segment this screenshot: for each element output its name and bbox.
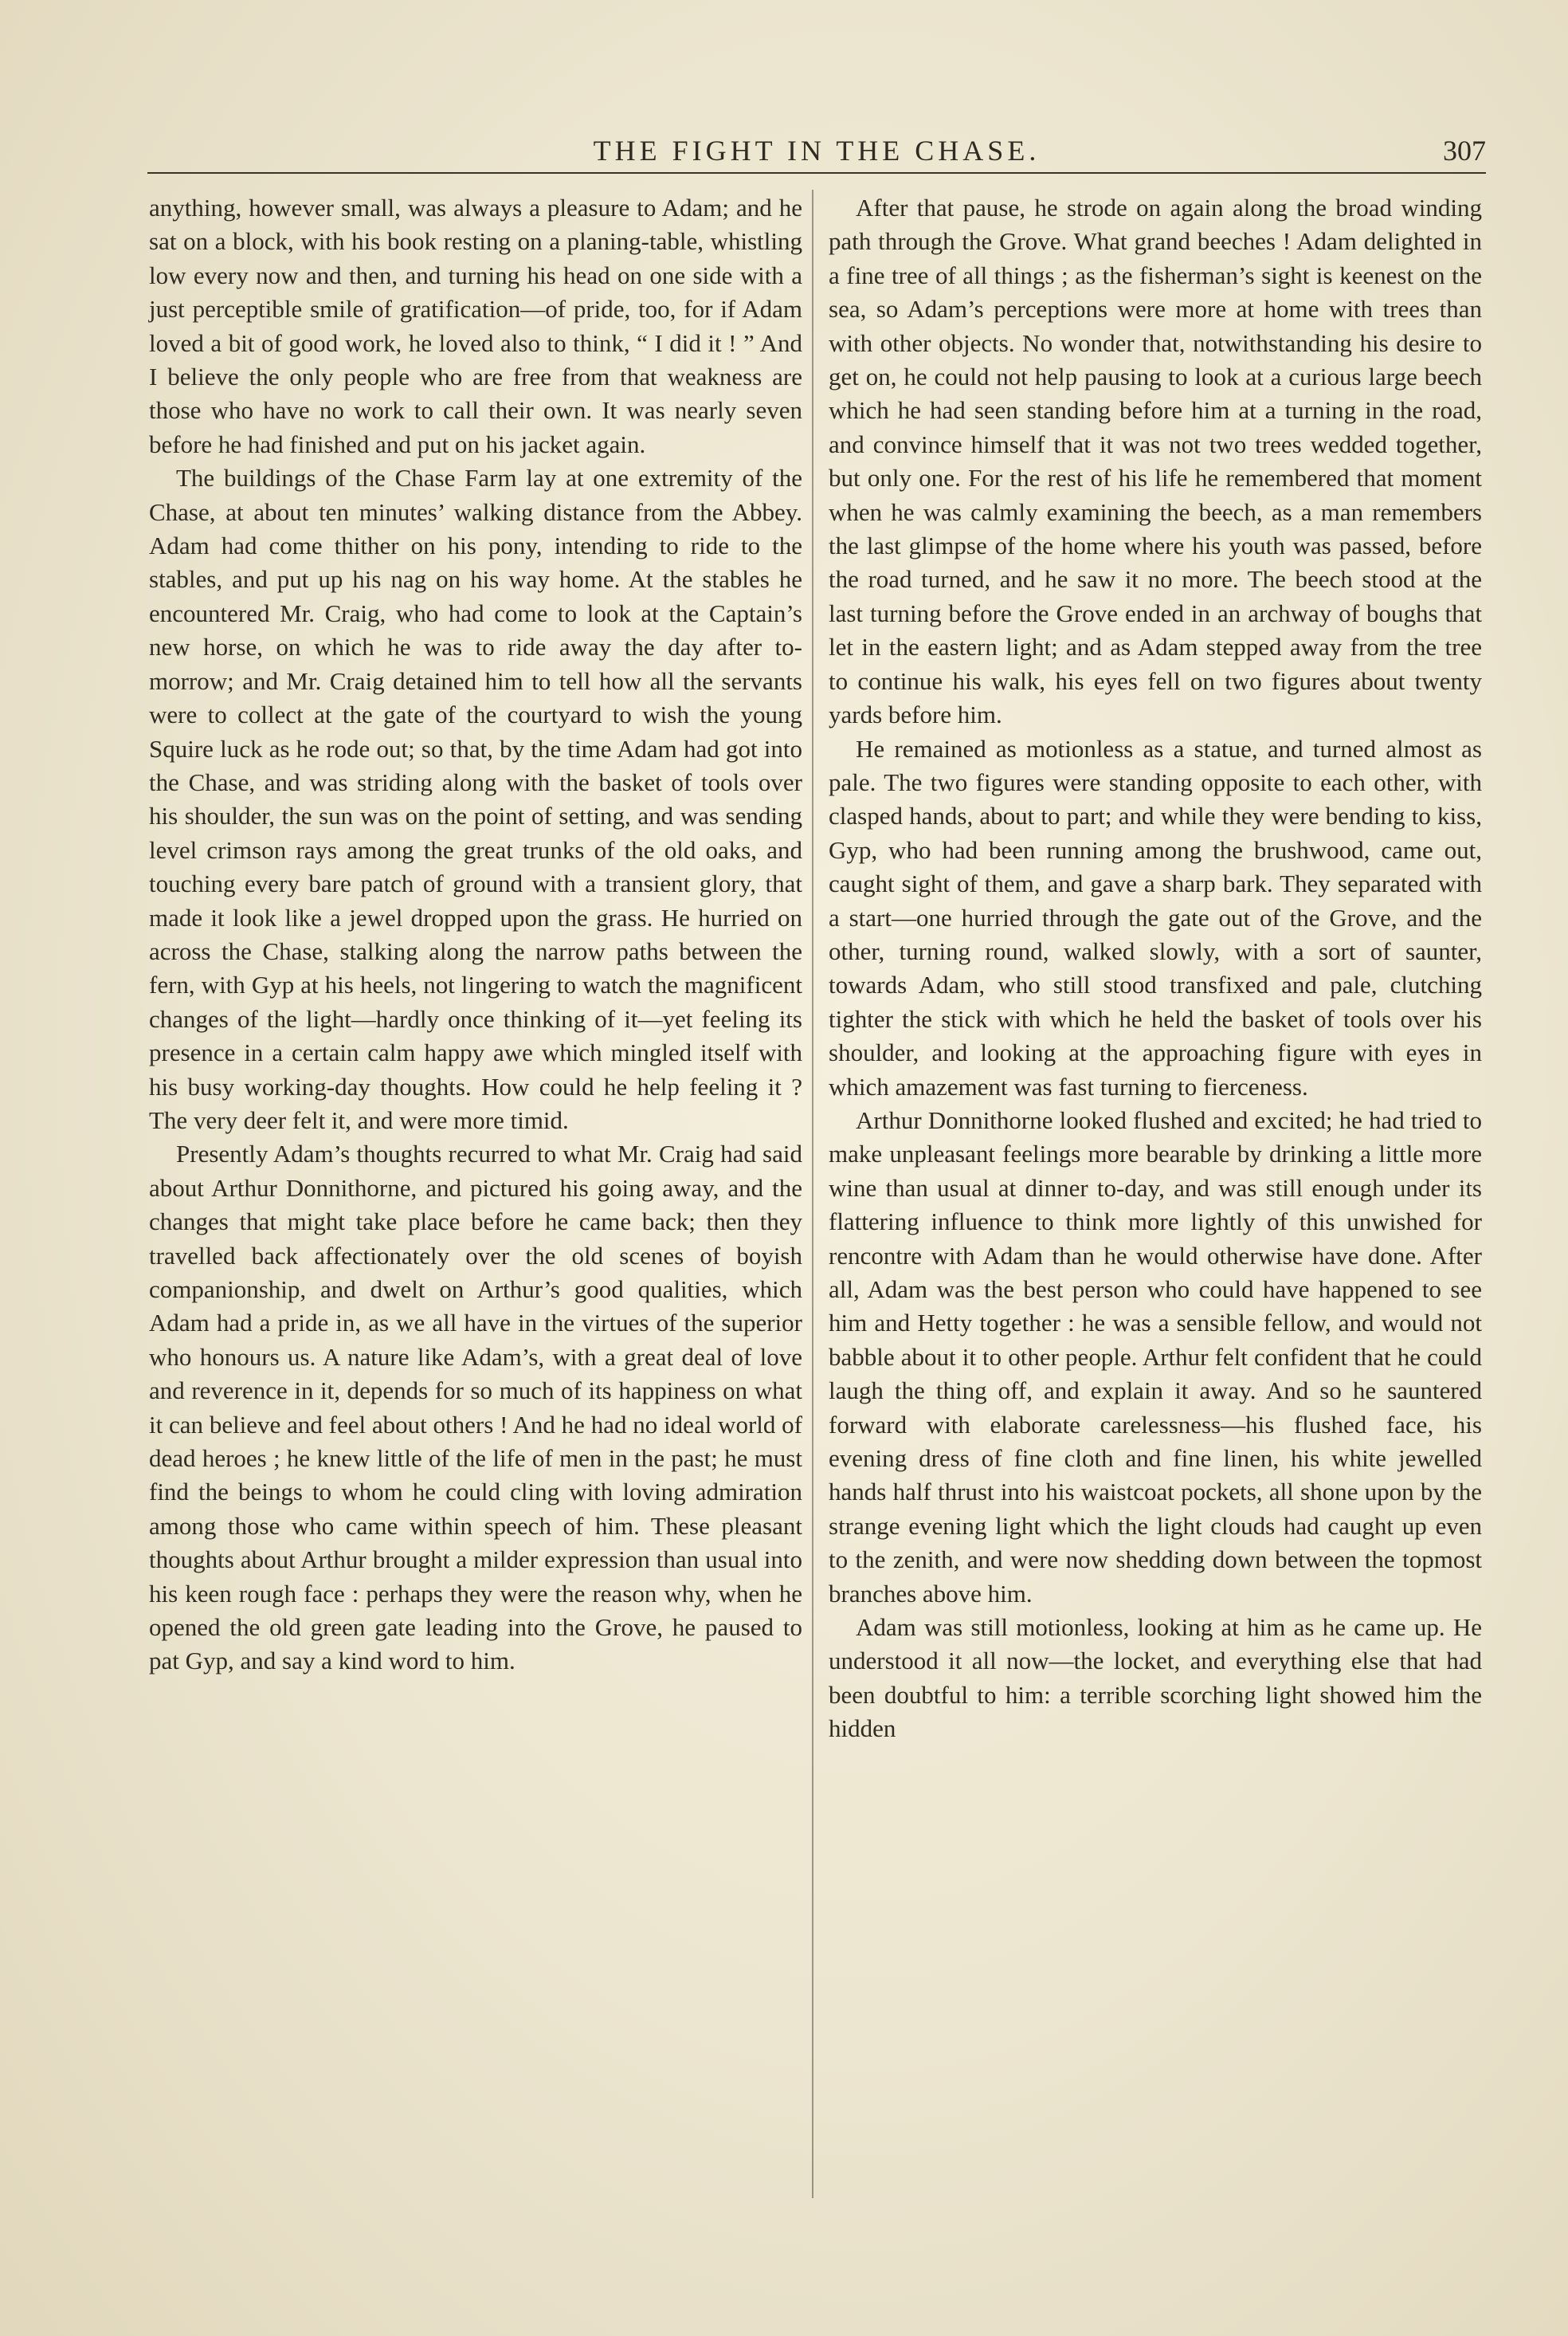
paragraph: anything, however small, was always a pleasure to Adam; and he sat on a block, with his book resting on a planing-table, whistling low every now and then, and turning his head on one side with a just perceptible smile of gratification—of pride, too, for if Adam loved a bit of good work, he loved also to think, “ I did it ! ” And I believe the only people who are free from that weakness are those who have no work to call their own. It was nearly seven before he had finished and put on his jacket again. (149, 194, 802, 458)
column-divider (812, 190, 813, 2198)
paragraph: Adam was still motionless, looking at him as he came up. He understood it all now—the locket, and everything else that had been doubtful to him: a terrible scorching light showed him the hidden (829, 1613, 1482, 1743)
page-number: 307 (1443, 135, 1486, 167)
right-column (829, 191, 1482, 1746)
paragraph: After that pause, he strode on again along the broad winding path through the Grove. What grand beeches ! Adam delighted in a fine tree of all things ; as the fisherman’s sight is keenest on the sea, so Adam’s perceptions were more at home with trees than with other objects. No wonder that, notwithstanding his desire to get on, he could not help pausing to look at a curious large beech which he had seen standing before him at a turning in the road, and convince himself that it was not two trees wedded together, but only one. For the rest of his life he remembered that moment when he was calmly examining the beech, as a man remembers the last glimpse of the home where his youth was passed, before the road turned, and he saw it no more. The beech stood at the last turning before the Grove ended in an archway of boughs that let in the eastern light; and as Adam stepped away from the tree to continue his walk, his eyes fell on two figures about twenty yards before him. (829, 194, 1482, 729)
paragraph: The buildings of the Chase Farm lay at one extremity of the Chase, at about ten minutes’ walking distance from the Abbey. Adam had come thither on his pony, intending to ride to the stables, and put up his nag on his way home. At the stables he encountered Mr. Craig, who had come to look at the Captain’s new horse, on which he was to ride away the day after to-morrow; and Mr. Craig detained him to tell how all the servants were to collect at the gate of the courtyard to wish the young Squire luck as he rode out; so that, by the time Adam had got into the Chase, and was striding along with the basket of tools over his shoulder, the sun was on the point of setting, and was sending level crimson rays among the great trunks of the old oaks, and touching every bare patch of ground with a transient glory, that made it look like a jewel dropped upon the grass. He hurried on across the Chase, stalking along the narrow paths between the fern, with Gyp at his heels, not lingering to watch the magnificent changes of the light—hardly once thinking of it—yet feeling its presence in a certain calm happy awe which mingled itself with his busy working-day thoughts. How could he help feeling it ? The very deer felt it, and were more timid. (149, 464, 802, 1134)
paragraph: He remained as motionless as a statue, and turned almost as pale. The two figures were standing opposite to each other, with clasped hands, about to part; and while they were bending to kiss, Gyp, who had been running among the brushwood, came out, caught sight of them, and gave a sharp bark. They separated with a start—one hurried through the gate out of the Grove, and the other, turning round, walked slowly, with a sort of saunter, towards Adam, who still stood transfixed and pale, clutching tighter the stick with which he held the basket of tools over his shoulder, and looking at the approaching figure with eyes in which amazement was fast turning to fierceness. (829, 734, 1482, 1101)
running-head (147, 132, 1486, 172)
paragraph: Presently Adam’s thoughts recurred to what Mr. Craig had said about Arthur Donnithorne, and pictured his going away, and the changes that might take place before he came back; then they travelled back affectionately over the old scenes of boyish companionship, and dwelt on Arthur’s good qualities, which Adam had a pride in, as we all have in the virtues of the superior who honours us. A nature like Adam’s, with a great deal of love and reverence in it, depends for so much of its happiness on what it can believe and feel about others ! And he had no ideal world of dead heroes ; he knew little of the life of men in the past; he must find the beings to whom he could cling with loving admiration among those who came within speech of him. These pleasant thoughts about Arthur brought a milder expression than usual into his keen rough face : perhaps they were the reason why, when he opened the old green gate leading into the Grove, he paused to pat Gyp, and say a kind word to him. (149, 1140, 802, 1675)
paragraph: Arthur Donnithorne looked flushed and excited; he had tried to make unpleasant feelings more bearable by drinking a little more wine than usual at dinner to-day, and was still enough under its flattering influence to think more lightly of this unwished for rencontre with Adam than he would otherwise have done. After all, Adam was the best person who could have happened to see him and Hetty together : he was a sensible fellow, and would not babble about it to other people. Arthur felt confident that he could laugh the thing off, and explain it away. And so he sauntered forward with elaborate carelessness—his flushed face, his evening dress of fine cloth and fine linen, his white jewelled hands half thrust into his waistcoat pockets, all shone upon by the strange evening light which the light clouds had caught up even to the zenith, and were now shedding down between the topmost branches above him. (829, 1105, 1482, 1608)
header-rule (147, 172, 1486, 174)
chapter-title: THE FIGHT IN THE CHASE. (593, 135, 1041, 167)
left-column (149, 191, 802, 1678)
